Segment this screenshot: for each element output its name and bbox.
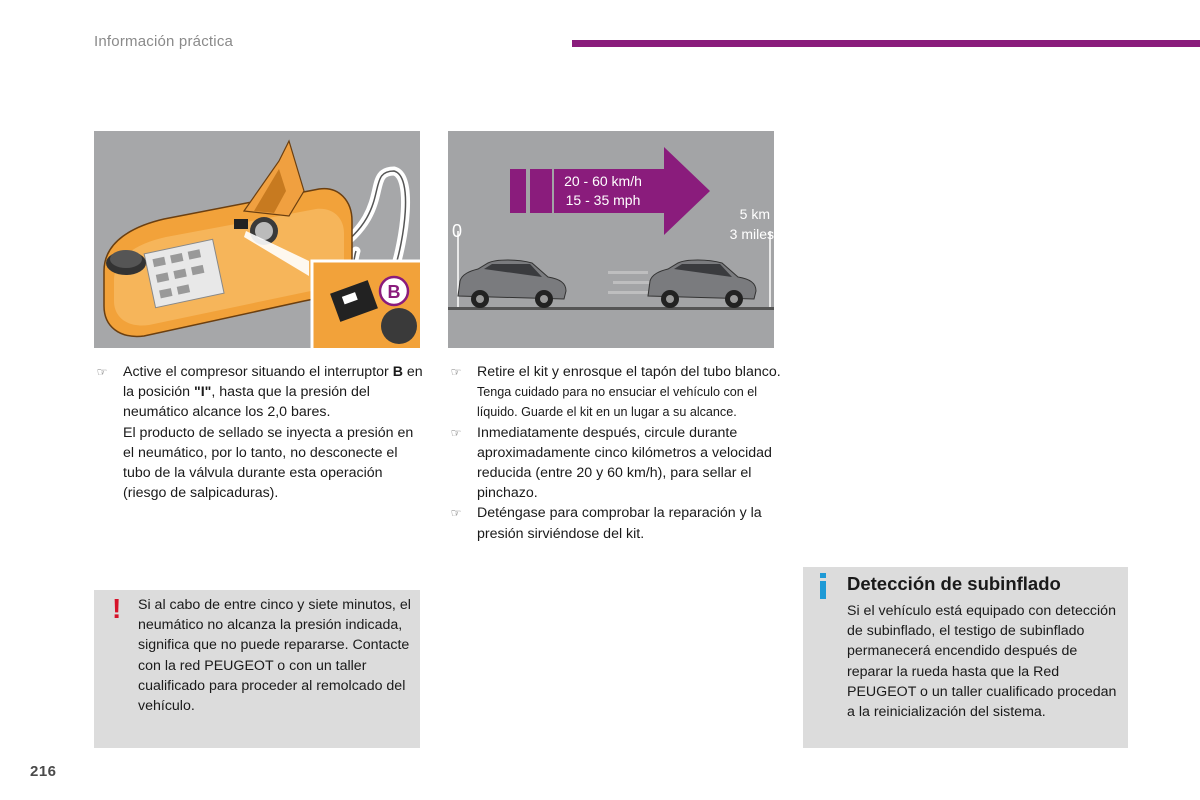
car-start (458, 260, 566, 308)
bullet-item (448, 423, 782, 504)
switch-label-b: B (387, 282, 401, 302)
warning-box (94, 590, 420, 748)
road-drawing (448, 131, 774, 348)
step-note: Tenga cuidado para no ensuciar el vehículo con el líquido. Guarde el kit en un lugar a su alcance. (477, 385, 758, 420)
info-box (803, 567, 1128, 748)
bullet-item (448, 362, 782, 423)
distance-miles-label: 3 miles (729, 226, 774, 242)
pointing-hand-icon: ☞ (450, 365, 462, 379)
car-moving (648, 260, 756, 308)
info-text: Si el vehículo está equipado con detección de subinflado, el testigo de subinflado permanecerá encendido después de reparar la rueda hasta que la Red PEUGEOT o un taller cualificado procedan a la reinicialización del sistema. (847, 603, 1117, 721)
step-text: Retire el kit y enrosque el tapón del tubo blanco. (477, 364, 781, 380)
section-title: Información práctica (94, 33, 234, 50)
road-speed-illustration (448, 131, 774, 348)
compressor-illustration (94, 131, 420, 348)
distance-km-label: 5 km (739, 206, 770, 222)
bullet-item (94, 362, 424, 503)
header-accent-bar (572, 40, 1200, 47)
instructions-column-2 (448, 362, 782, 544)
compressor-drawing (94, 131, 420, 348)
pointing-hand-icon: ☞ (450, 425, 462, 440)
step-explanation: El producto de sellado se inyecta a presión en el neumático, por lo tanto, no desconecte el tubo de la válvula durante esta operación (riesgo de salpicaduras). (123, 424, 414, 502)
pointing-hand-icon: ☞ (450, 506, 462, 521)
instructions-column-1 (94, 362, 424, 503)
speed-mph-label: 15 - 35 mph (565, 192, 641, 208)
info-title: Detección de subinflado (847, 573, 1061, 594)
step-text: Inmediatamente después, circule durante aproximadamente cinco kilómetros a velocidad reducida (entre 20 y 60 km/h), para sellar el pinchazo. (477, 424, 772, 502)
info-icon (818, 573, 828, 599)
pointing-hand-icon: ☞ (96, 365, 108, 379)
warning-icon: ! (112, 593, 122, 624)
speed-kmh-label: 20 - 60 km/h (564, 173, 642, 189)
step-text: Active el compresor situando el interruptor B en la posición "I", hasta que la presión del neumático alcance los 2,0 bares. (123, 364, 423, 421)
warning-text: Si al cabo de entre cinco y siete minutos, el neumático no alcanza la presión indicada, significa que no puede repararse. Contacte con la red PEUGEOT o con un taller cualificado para proceder al remolcado del vehículo. (138, 597, 411, 715)
bullet-item (448, 503, 782, 543)
page-number: 216 (30, 763, 57, 780)
step-text: Deténgase para comprobar la reparación y la presión sirviéndose del kit. (477, 505, 762, 542)
start-distance-label: 0 (452, 221, 463, 241)
